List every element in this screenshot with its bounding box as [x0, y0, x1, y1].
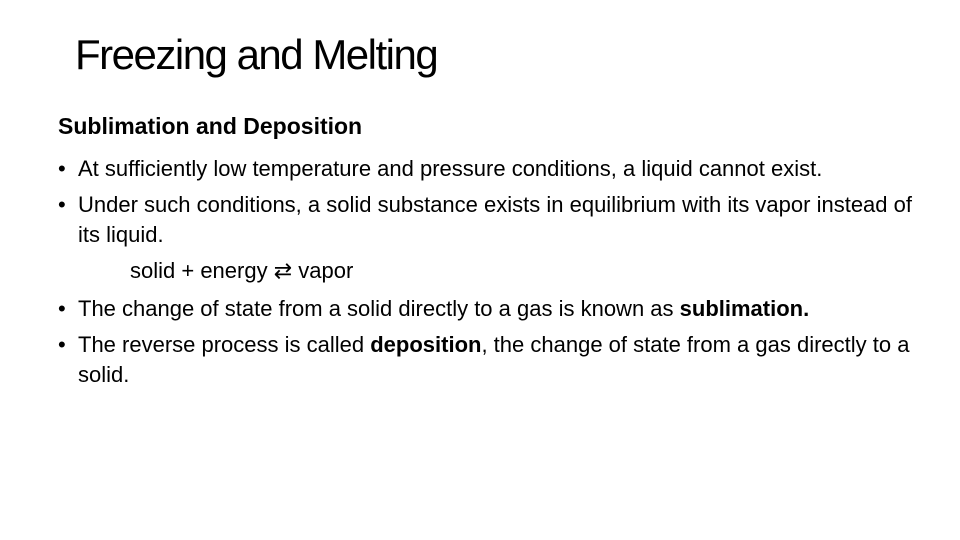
bullet-item	[58, 294, 918, 324]
slide-body	[58, 110, 918, 396]
bullet-item	[58, 154, 918, 184]
term-deposition: deposition	[370, 332, 482, 357]
bullet-text-plain: The change of state from a solid directly to a gas is known as	[78, 296, 680, 321]
slide-title: Freezing and Melting	[75, 31, 438, 78]
bullet-text	[78, 330, 918, 390]
bullet-text	[78, 294, 918, 324]
bullet-dot: •	[58, 332, 66, 357]
bullet-text: At sufficiently low temperature and pressure conditions, a liquid cannot exist.	[78, 156, 823, 181]
bullet-item	[58, 190, 918, 250]
bullet-text: Under such conditions, a solid substance exists in equilibrium with its vapor instead of its liquid.	[78, 192, 912, 247]
bullet-dot: •	[58, 192, 66, 217]
bullet-text-pre: The reverse process is called	[78, 332, 371, 357]
section-heading: Sublimation and Deposition	[58, 113, 363, 139]
bullet-dot: •	[58, 296, 66, 321]
bullet-dot: •	[58, 156, 66, 181]
bullet-text-post: , the change of state from a gas directly to a solid.	[78, 332, 910, 387]
equation: solid + energy ⇄ vapor	[130, 258, 354, 283]
term-sublimation: sublimation.	[679, 296, 810, 321]
bullet-item	[58, 330, 918, 390]
